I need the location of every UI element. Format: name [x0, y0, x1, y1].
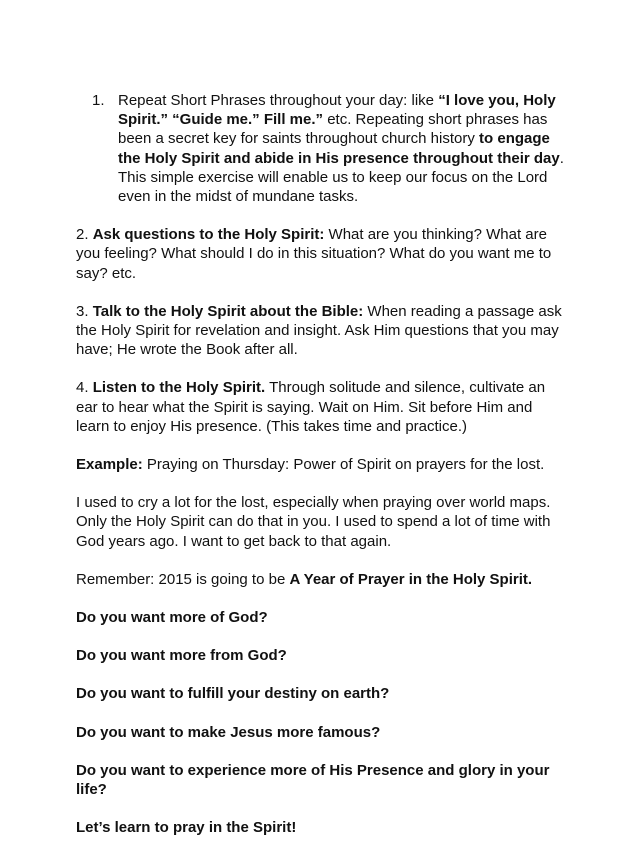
question-4: Do you want to make Jesus more famous? [76, 723, 381, 741]
list-number: 1. [92, 92, 105, 109]
paragraph-story: I used to cry a lot for the lost, especially when praying over world maps. Only the Holy Spirit can do that in you. I used to spend a lot of time with God years ago. I want to get back to that again. [76, 494, 551, 550]
paragraph-example: Example: Praying on Thursday: Power of Spirit on prayers for the lost. [76, 456, 545, 474]
numbered-list [76, 91, 566, 206]
question-2: Do you want more from God? [76, 647, 287, 665]
paragraph-listen: 4. Listen to the Holy Spirit. Through solitude and silence, cultivate an ear to hear what the Spirit is saying. Wait on Him. Sit before Him and learn to enjoy His presence. (This takes time and practice.) [76, 379, 546, 435]
list-item-text: Repeat Short Phrases throughout your day: like “I love you, Holy Spirit.” “Guide me.” Fill me.” etc. Repeating short phrases has been a secret key for saints throughout church history to engage the Holy Spirit and abide in His presence throughout their day. This simple exercise will enable us to keep our focus on the Lord even in the midst of mundane tasks. [118, 92, 564, 206]
paragraph-ask-questions: 2. Ask questions to the Holy Spirit: What are you thinking? What are you feeling? What should I do in this situation? What do you want me to say? etc. [76, 226, 552, 282]
paragraph-remember: Remember: 2015 is going to be A Year of Prayer in the Holy Spirit. [76, 570, 533, 588]
document-body [76, 91, 566, 856]
question-3: Do you want to fulfill your destiny on earth? [76, 685, 390, 703]
question-1: Do you want more of God? [76, 609, 268, 627]
list-item-1 [76, 91, 566, 206]
closing-line: Let’s learn to pray in the Spirit! [76, 819, 297, 837]
paragraph-talk-bible: 3. Talk to the Holy Spirit about the Bible: When reading a passage ask the Holy Spirit for revelation and insight. Ask Him questions that you may have; He wrote the Book after all. [76, 302, 562, 359]
question-5: Do you want to experience more of His Presence and glory in your life? [76, 761, 550, 799]
